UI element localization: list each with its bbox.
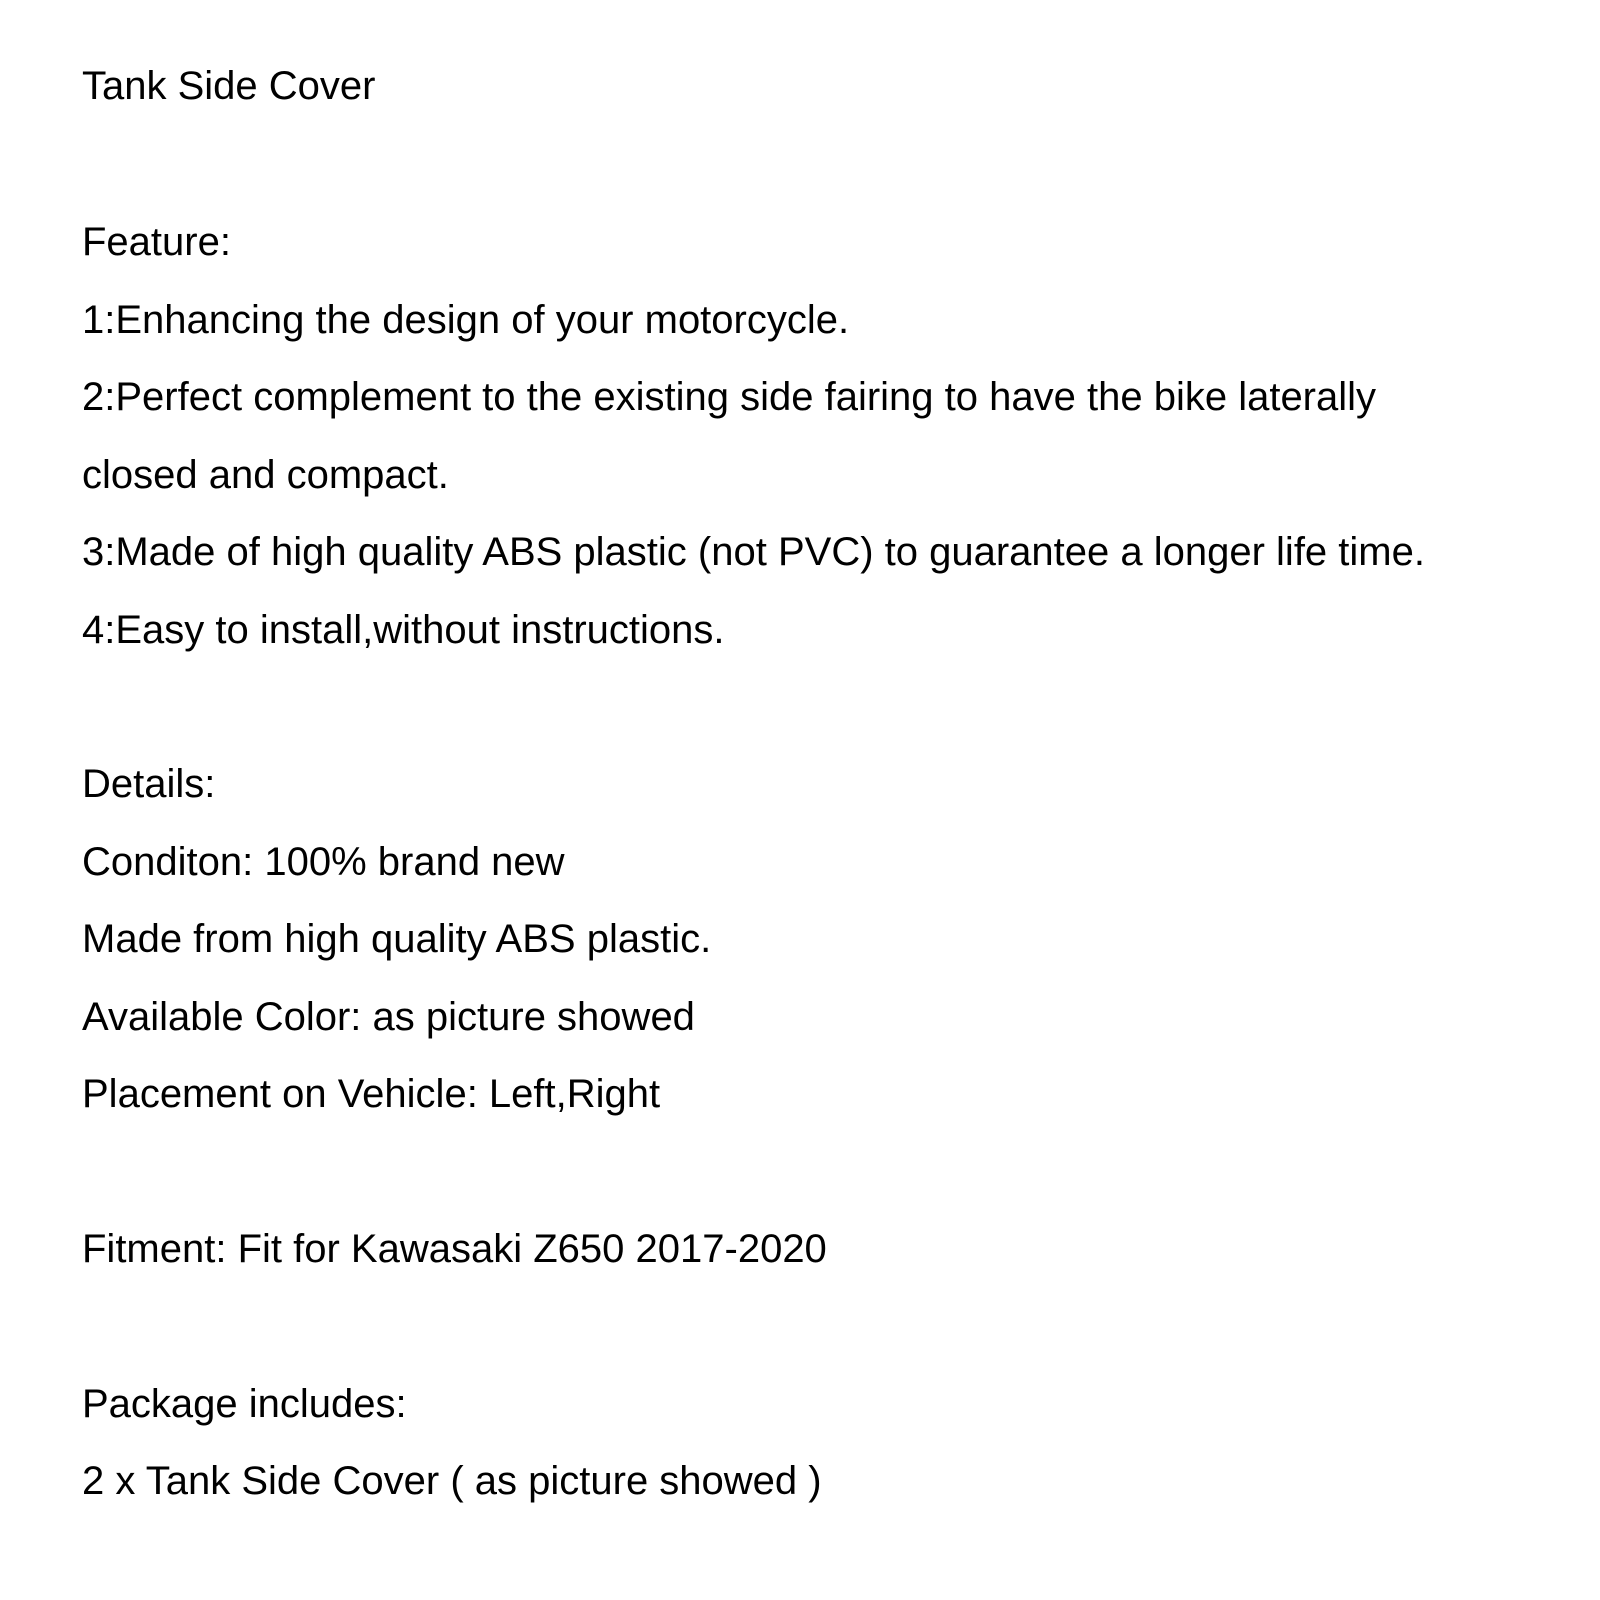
details-heading: Details: <box>82 762 216 806</box>
feature-item-2-line-2: closed and compact. <box>82 453 449 497</box>
details-material: Made from high quality ABS plastic. <box>82 917 712 961</box>
package-contents: 2 x Tank Side Cover ( as picture showed ) <box>82 1459 822 1503</box>
package-heading: Package includes: <box>82 1382 407 1426</box>
feature-item-2-line-1: 2:Perfect complement to the existing side fairing to have the bike laterally <box>82 375 1377 419</box>
feature-item-4: 4:Easy to install,without instructions. <box>82 608 725 652</box>
feature-heading: Feature: <box>82 220 231 264</box>
details-condition: Conditon: 100% brand new <box>82 840 565 884</box>
feature-item-3: 3:Made of high quality ABS plastic (not PVC) to guarantee a longer life time. <box>82 530 1425 574</box>
feature-item-1: 1:Enhancing the design of your motorcycle. <box>82 298 850 342</box>
details-color: Available Color: as picture showed <box>82 995 695 1039</box>
details-placement: Placement on Vehicle: Left,Right <box>82 1072 661 1116</box>
document-title: Tank Side Cover <box>82 64 376 108</box>
fitment: Fitment: Fit for Kawasaki Z650 2017-2020 <box>82 1227 827 1271</box>
